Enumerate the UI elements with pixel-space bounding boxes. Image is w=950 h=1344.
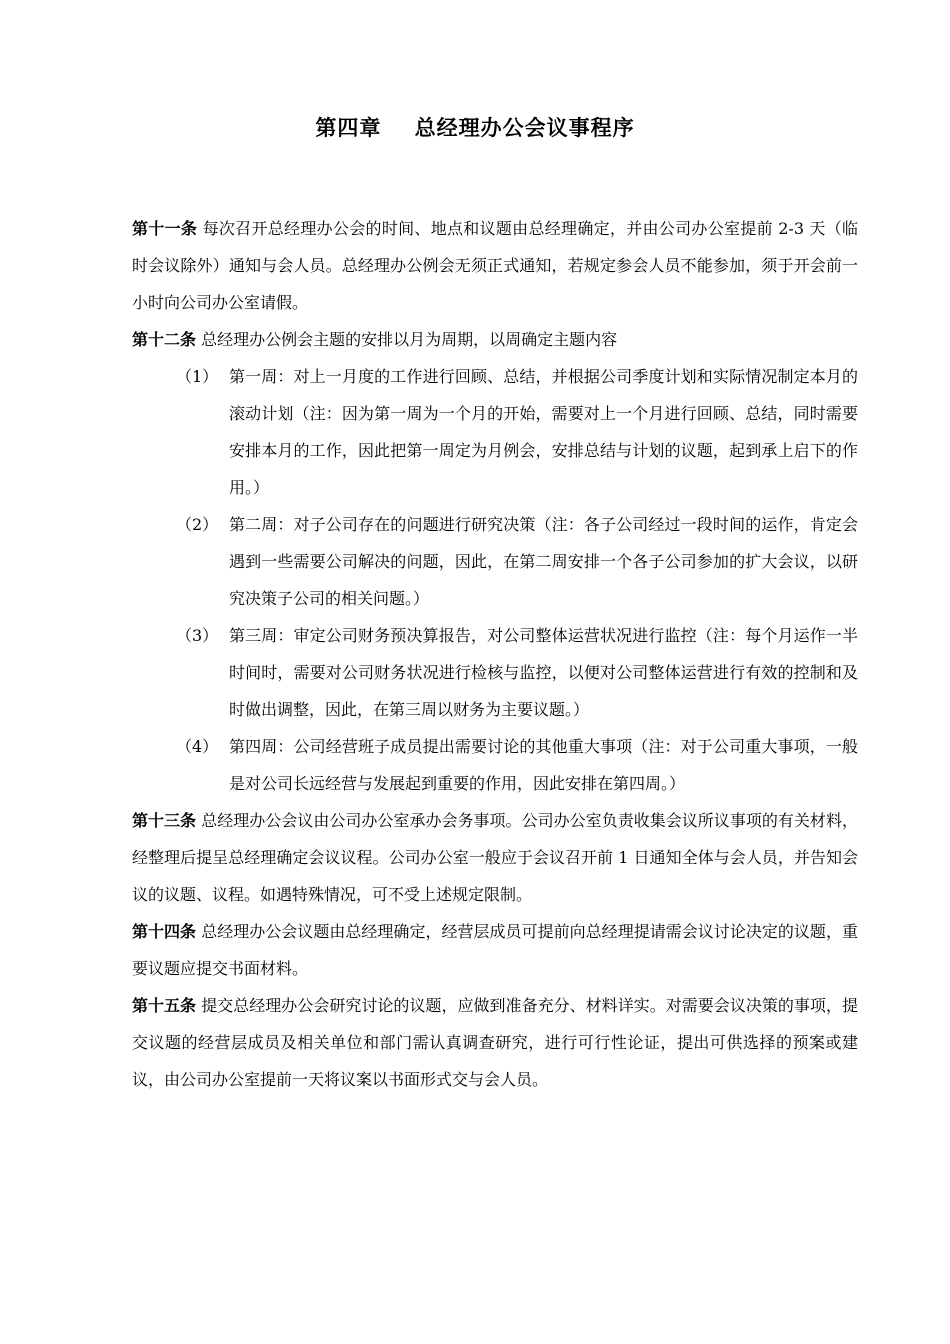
list-item-number: （3）: [176, 626, 219, 645]
document-body: [132, 210, 858, 1098]
list-item-number: （1）: [176, 367, 219, 386]
list-item-number: （4）: [176, 737, 219, 756]
list-item-week-4: [176, 728, 858, 802]
list-item-text: 第二周：对子公司存在的问题进行研究决策（注：各子公司经过一段时间的运作，肯定会遇到一些需要公司解决的问题，因此，在第二周安排一个各子公司参加的扩大会议，以研究决策子公司的相关问题。）: [229, 515, 858, 608]
list-item-week-3: [176, 617, 858, 728]
article-13: [132, 802, 858, 913]
article-text: 总经理办公会议由公司办公室承办会务事项。公司办公室负责收集会议所议事项的有关材料，经整理后提呈总经理确定会议议程。公司办公室一般应于会议召开前 1 日通知全体与会人员，并告知会议的议题、议程。如遇特殊情况，可不受上述规定限制。: [132, 811, 858, 904]
article-text: 总经理办公例会主题的安排以月为周期，以周确定主题内容: [201, 330, 618, 349]
article-14: [132, 913, 858, 987]
list-item-number: （2）: [176, 515, 219, 534]
article-label: 第十三条: [132, 811, 197, 830]
article-text: 每次召开总经理办公会的时间、地点和议题由总经理确定，并由公司办公室提前 2-3 天（临时会议除外）通知与会人员。总经理办公例会无须正式通知，若规定参会人员不能参加，须于开会前一小时向公司办公室请假。: [132, 219, 858, 312]
list-item-text: 第三周：审定公司财务预决算报告，对公司整体运营状况进行监控（注：每个月运作一半时间时，需要对公司财务状况进行检核与监控，以便对公司整体运营进行有效的控制和及时做出调整，因此，在第三周以财务为主要议题。）: [229, 626, 858, 719]
list-item-week-1: [176, 358, 858, 506]
article-text: 提交总经理办公会研究讨论的议题，应做到准备充分、材料详实。对需要会议决策的事项，提交议题的经营层成员及相关单位和部门需认真调查研究，进行可行性论证，提出可供选择的预案或建议，由公司办公室提前一天将议案以书面形式交与会人员。: [132, 996, 858, 1089]
list-item-week-2: [176, 506, 858, 617]
article-text: 总经理办公会议题由总经理确定，经营层成员可提前向总经理提请需会议讨论决定的议题，重要议题应提交书面材料。: [132, 922, 858, 978]
list-item-text: 第一周：对上一月度的工作进行回顾、总结，并根据公司季度计划和实际情况制定本月的滚动计划（注：因为第一周为一个月的开始，需要对上一个月进行回顾、总结，同时需要安排本月的工作，因此把第一周定为月例会，安排总结与计划的议题，起到承上启下的作用。）: [229, 367, 858, 497]
article-12: [132, 321, 858, 358]
article-label: 第十四条: [132, 922, 197, 941]
article-11: [132, 210, 858, 321]
article-label: 第十二条: [132, 330, 197, 349]
article-label: 第十一条: [132, 219, 198, 238]
list-item-text: 第四周：公司经营班子成员提出需要讨论的其他重大事项（注：对于公司重大事项，一般是对公司长远经营与发展起到重要的作用，因此安排在第四周。）: [229, 737, 858, 793]
article-label: 第十五条: [132, 996, 197, 1015]
chapter-title: 第四章 总经理办公会议事程序: [315, 115, 635, 140]
article-15: [132, 987, 858, 1098]
